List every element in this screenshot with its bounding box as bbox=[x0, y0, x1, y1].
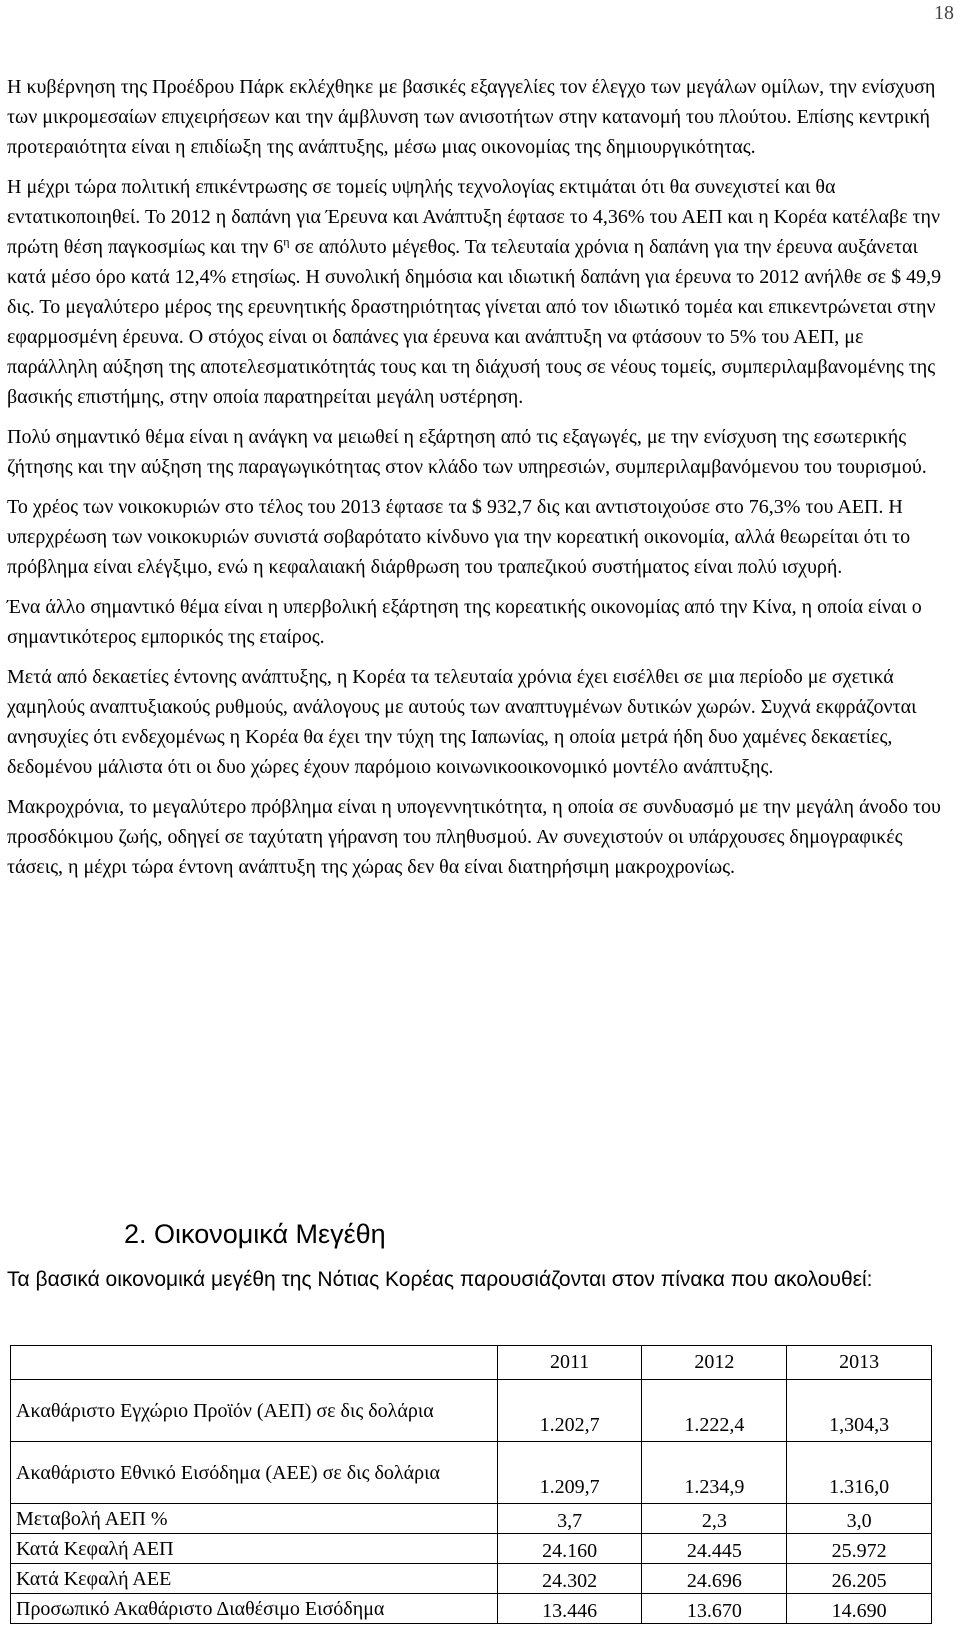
cell-value: 25.972 bbox=[787, 1534, 932, 1564]
table-header-empty bbox=[11, 1346, 498, 1380]
row-label: Μεταβολή ΑΕΠ % bbox=[11, 1504, 498, 1534]
paragraph-research-spending bbox=[7, 172, 955, 412]
table-row bbox=[11, 1534, 932, 1564]
paragraph-research-text-2: σε απόλυτο μέγεθος. Τα τελευταία χρόνια η δαπάνη για την έρευνα αυξάνεται κατά μέσο όρο κατά 12,4% ετησίως. Η συνολική δημόσια και ιδιωτική δαπάνη για έρευνα το 2012 ανήλθε σε $ 49,9 δις. Το μεγαλύτερο μέρος της ερευνητικής δραστηριότητας γίνεται από τον ιδιωτικό τομέα και επικεντρώνεται στην εφαρμοσμένη έρευνα. Ο στόχος είναι οι δαπάνες για έρευνα και ανάπτυξη να φτάσουν το 5% του ΑΕΠ, με παράλληλη αύξηση της αποτελεσματικότητάς τους και τη διάχυσή τους σε νέους τομείς, συμπεριλαμβανομένης της βασικής επιστήμης, στην οποία παρατηρείται μεγάλη υστέρηση. bbox=[7, 236, 942, 408]
cell-value: 14.690 bbox=[787, 1594, 932, 1624]
cell-value: 1.222,4 bbox=[642, 1380, 787, 1442]
table-row bbox=[11, 1594, 932, 1624]
paragraph-growth-slowdown: Μετά από δεκαετίες έντονης ανάπτυξης, η Κορέα τα τελευταία χρόνια έχει εισέλθει σε μια περίοδο με σχετικά χαμηλούς αναπτυξιακούς ρυθμούς, ανάλογους με αυτούς των αναπτυγμένων δυτικών χωρών. Συχνά εκφράζονται ανησυχίες ότι ενδεχομένως η Κορέα θα έχει την τύχη της Ιαπωνίας, η οποία μετρά ήδη δυο χαμένες δεκαετίες, δεδομένου μάλιστα ότι οι δυο χώρες έχουν παρόμοιο κοινωνικοοικονομικό μοντέλο ανάπτυξης. bbox=[7, 666, 917, 778]
row-label: Ακαθάριστο Εθνικό Εισόδημα (ΑΕΕ) σε δις δολάρια bbox=[11, 1442, 498, 1504]
cell-value: 3,7 bbox=[497, 1504, 642, 1534]
ordinal-superscript: η bbox=[283, 234, 290, 249]
cell-value: 2,3 bbox=[642, 1504, 787, 1534]
cell-value: 3,0 bbox=[787, 1504, 932, 1534]
table-header-year: 2012 bbox=[642, 1346, 787, 1380]
section-heading: 2. Οικονομικά Μεγέθη bbox=[124, 1219, 386, 1249]
cell-value: 1.202,7 bbox=[497, 1380, 642, 1442]
cell-value: 26.205 bbox=[787, 1564, 932, 1594]
economic-figures-table bbox=[10, 1345, 932, 1624]
page-number: 18 bbox=[934, 2, 954, 24]
row-label: Προσωπικό Ακαθάριστο Διαθέσιμο Εισόδημα bbox=[11, 1594, 498, 1624]
body-text bbox=[7, 72, 955, 882]
paragraph-government-agenda: Η κυβέρνηση της Προέδρου Πάρκ εκλέχθηκε με βασικές εξαγγελίες τον έλεγχο των μεγάλων ομίλων, την ενίσχυση των μικρομεσαίων επιχειρήσεων και την άμβλυνση των ανισοτήτων στην κατανομή του πλούτου. Επίσης κεντρική προτεραιότητα είναι η επιδίωξη της ανάπτυξης, μέσω μιας οικονομίας της δημιουργικότητας. bbox=[7, 76, 936, 158]
row-label: Κατά Κεφαλή ΑΕΕ bbox=[11, 1564, 498, 1594]
cell-value: 1.234,9 bbox=[642, 1442, 787, 1504]
cell-value: 24.160 bbox=[497, 1534, 642, 1564]
table-header-year: 2011 bbox=[497, 1346, 642, 1380]
row-label: Ακαθάριστο Εγχώριο Προϊόν (ΑΕΠ) σε δις δολάρια bbox=[11, 1380, 498, 1442]
table-row bbox=[11, 1564, 932, 1594]
table-row bbox=[11, 1442, 932, 1504]
cell-value: 13.670 bbox=[642, 1594, 787, 1624]
paragraph-china-dependence: Ένα άλλο σημαντικό θέμα είναι η υπερβολική εξάρτηση της κορεατικής οικονομίας από την Κίνα, η οποία είναι ο σημαντικότερος εμπορικός της εταίρος. bbox=[7, 596, 922, 648]
cell-value: 1,304,3 bbox=[787, 1380, 932, 1442]
cell-value: 24.696 bbox=[642, 1564, 787, 1594]
paragraph-demographics: Μακροχρόνια, το μεγαλύτερο πρόβλημα είναι η υπογεννητικότητα, η οποία σε συνδυασμό με την μεγάλη άνοδο του προσδόκιμου ζωής, οδηγεί σε ταχύτατη γήρανση του πληθυσμού. Αν συνεχιστούν οι υπάρχουσες δημογραφικές τάσεις, η μέχρι τώρα έντονη ανάπτυξη της χώρας δεν θα είναι διατηρήσιμη μακροχρονίως. bbox=[7, 796, 941, 878]
table-row bbox=[11, 1504, 932, 1534]
cell-value: 24.445 bbox=[642, 1534, 787, 1564]
cell-value: 1.209,7 bbox=[497, 1442, 642, 1504]
cell-value: 13.446 bbox=[497, 1594, 642, 1624]
table-row bbox=[11, 1380, 932, 1442]
table-header-year: 2013 bbox=[787, 1346, 932, 1380]
paragraph-research-text-1: Η μέχρι τώρα πολιτική επικέντρωσης σε τομείς υψηλής τεχνολογίας εκτιμάται ότι θα συνεχιστεί και θα εντατικοποιηθεί. Το 2012 η δαπάνη για Έρευνα και Ανάπτυξη έφτασε το 4,36% του ΑΕΠ και η Κορέα κατέλαβε την πρώτη θέση παγκοσμίως και την 6 bbox=[7, 176, 941, 258]
paragraph-export-dependence: Πολύ σημαντικό θέμα είναι η ανάγκη να μειωθεί η εξάρτηση από τις εξαγωγές, με την ενίσχυση της εσωτερικής ζήτησης και την αύξηση της παραγωγικότητας στον κλάδο των υπηρεσιών, συμπεριλαμβανόμενου του τουρισμού. bbox=[7, 426, 927, 478]
cell-value: 1.316,0 bbox=[787, 1442, 932, 1504]
row-label: Κατά Κεφαλή ΑΕΠ bbox=[11, 1534, 498, 1564]
cell-value: 24.302 bbox=[497, 1564, 642, 1594]
paragraph-household-debt: Το χρέος των νοικοκυριών στο τέλος του 2013 έφτασε τα $ 932,7 δις και αντιστοιχούσε στο 76,3% του ΑΕΠ. Η υπερχρέωση των νοικοκυριών συνιστά σοβαρότατο κίνδυνο για την κορεατική οικονομία, αλλά θεωρείται ότι το πρόβλημα είναι ελέγξιμο, ενώ η κεφαλαιακή διάρθρωση του τραπεζικού συστήματος είναι πολύ ισχυρή. bbox=[7, 496, 911, 578]
table-header-row bbox=[11, 1346, 932, 1380]
table-intro: Τα βασικά οικονομικά μεγέθη της Νότιας Κορέας παρουσιάζονται στον πίνακα που ακολουθεί: bbox=[7, 1268, 873, 1291]
